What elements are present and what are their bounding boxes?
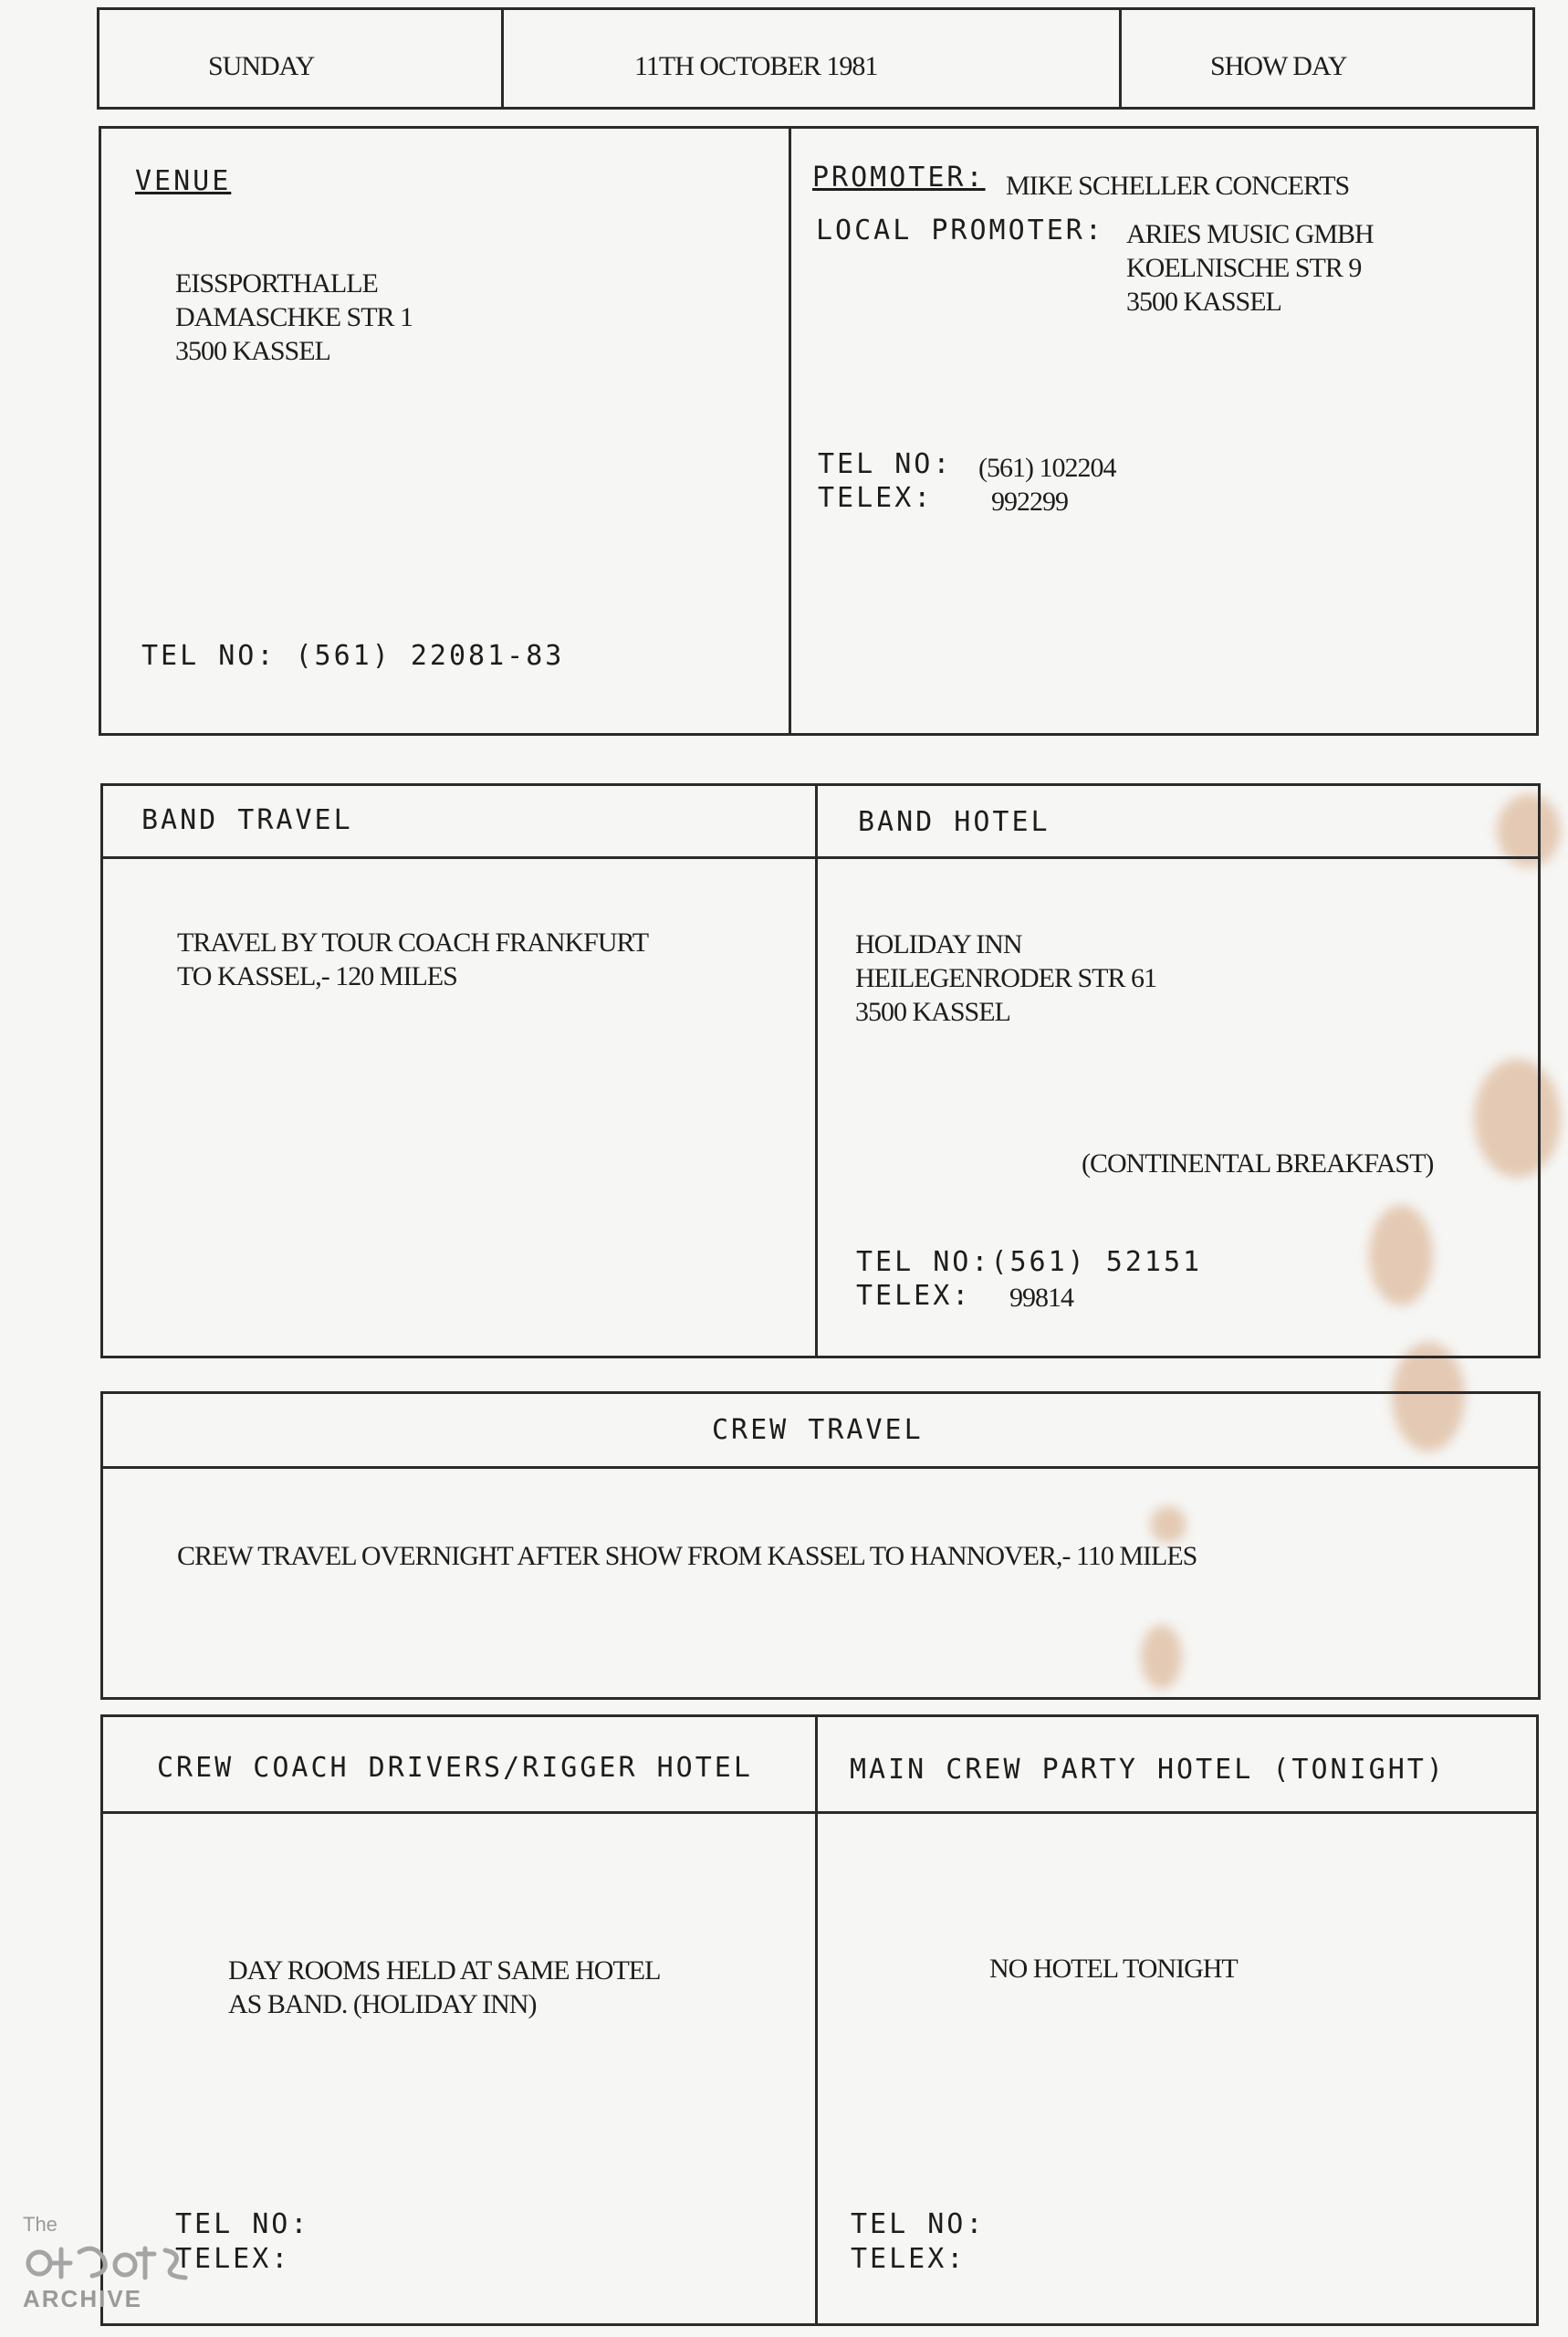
divider <box>100 856 1541 859</box>
local-promoter-line: 3500 KASSEL <box>1126 287 1281 317</box>
promoter-label: PROMOTER: <box>812 162 986 194</box>
band-travel-line: TO KASSEL,- 120 MILES <box>177 961 457 991</box>
local-promoter-line: KOELNISCHE STR 9 <box>1126 253 1362 283</box>
divider <box>815 1714 818 2326</box>
band-block <box>100 783 1541 1358</box>
watermark-glyph <box>23 2236 196 2286</box>
venue-line: 3500 KASSEL <box>175 336 330 366</box>
crew-coach-hotel-tel: TEL NO: <box>175 2208 310 2240</box>
band-hotel-line: HEILEGENRODER STR 61 <box>855 963 1156 993</box>
band-hotel-telex-label: TELEX: <box>856 1280 972 1312</box>
divider <box>815 783 818 1358</box>
crew-travel-text: CREW TRAVEL OVERNIGHT AFTER SHOW FROM KASSEL TO HANNOVER,- 110 MILES <box>177 1541 1197 1571</box>
header-type: SHOW DAY <box>1210 51 1347 81</box>
divider <box>501 7 504 110</box>
crew-coach-hotel-heading: CREW COACH DRIVERS/RIGGER HOTEL <box>157 1752 753 1784</box>
watermark-bottom: ARCHIVE <box>23 2285 143 2312</box>
band-hotel-heading: BAND HOTEL <box>858 806 1051 838</box>
main-crew-hotel-text: NO HOTEL TONIGHT <box>989 1954 1238 1984</box>
band-travel-line: TRAVEL BY TOUR COACH FRANKFURT <box>177 927 649 958</box>
divider <box>789 126 791 736</box>
promoter-telex-value: 992299 <box>991 487 1068 517</box>
header-date: 11TH OCTOBER 1981 <box>634 51 878 81</box>
main-crew-hotel-heading: MAIN CREW PARTY HOTEL (TONIGHT) <box>850 1754 1446 1786</box>
band-hotel-telex-value: 99814 <box>1009 1283 1073 1313</box>
band-hotel-line: HOLIDAY INN <box>855 929 1022 959</box>
crew-coach-hotel-line: DAY ROOMS HELD AT SAME HOTEL <box>228 1955 661 1986</box>
band-hotel-tel: TEL NO:(561) 52151 <box>856 1246 1203 1278</box>
band-hotel-line: 3500 KASSEL <box>855 997 1010 1027</box>
archive-watermark-logo <box>23 2214 196 2311</box>
promoter-tel-label: TEL NO: <box>818 448 953 480</box>
venue-tel: TEL NO: (561) 22081-83 <box>141 640 565 672</box>
promoter-telex-label: TELEX: <box>818 482 934 514</box>
promoter-tel-value: (561) 102204 <box>978 453 1116 483</box>
main-crew-hotel-tel: TEL NO: <box>851 2208 986 2240</box>
main-crew-hotel-telex: TELEX: <box>851 2243 967 2275</box>
divider <box>100 1466 1541 1469</box>
watermark-top: The <box>23 2213 57 2236</box>
venue-heading: VENUE <box>135 165 232 197</box>
local-promoter-line: ARIES MUSIC GMBH <box>1126 219 1374 249</box>
crew-travel-heading: CREW TRAVEL <box>712 1414 924 1446</box>
header-day: SUNDAY <box>208 51 315 81</box>
divider <box>1119 7 1122 110</box>
crew-coach-hotel-line: AS BAND. (HOLIDAY INN) <box>228 1989 537 2019</box>
venue-line: DAMASCHKE STR 1 <box>175 302 413 332</box>
local-promoter-label: LOCAL PROMOTER: <box>816 215 1104 246</box>
band-travel-heading: BAND TRAVEL <box>141 804 353 836</box>
divider <box>100 1811 1539 1814</box>
promoter-name: MIKE SCHELLER CONCERTS <box>1006 171 1350 201</box>
venue-line: EISSPORTHALLE <box>175 268 378 299</box>
crew-coach-hotel-telex: TELEX: <box>175 2243 291 2275</box>
band-hotel-note: (CONTINENTAL BREAKFAST) <box>1082 1148 1434 1179</box>
